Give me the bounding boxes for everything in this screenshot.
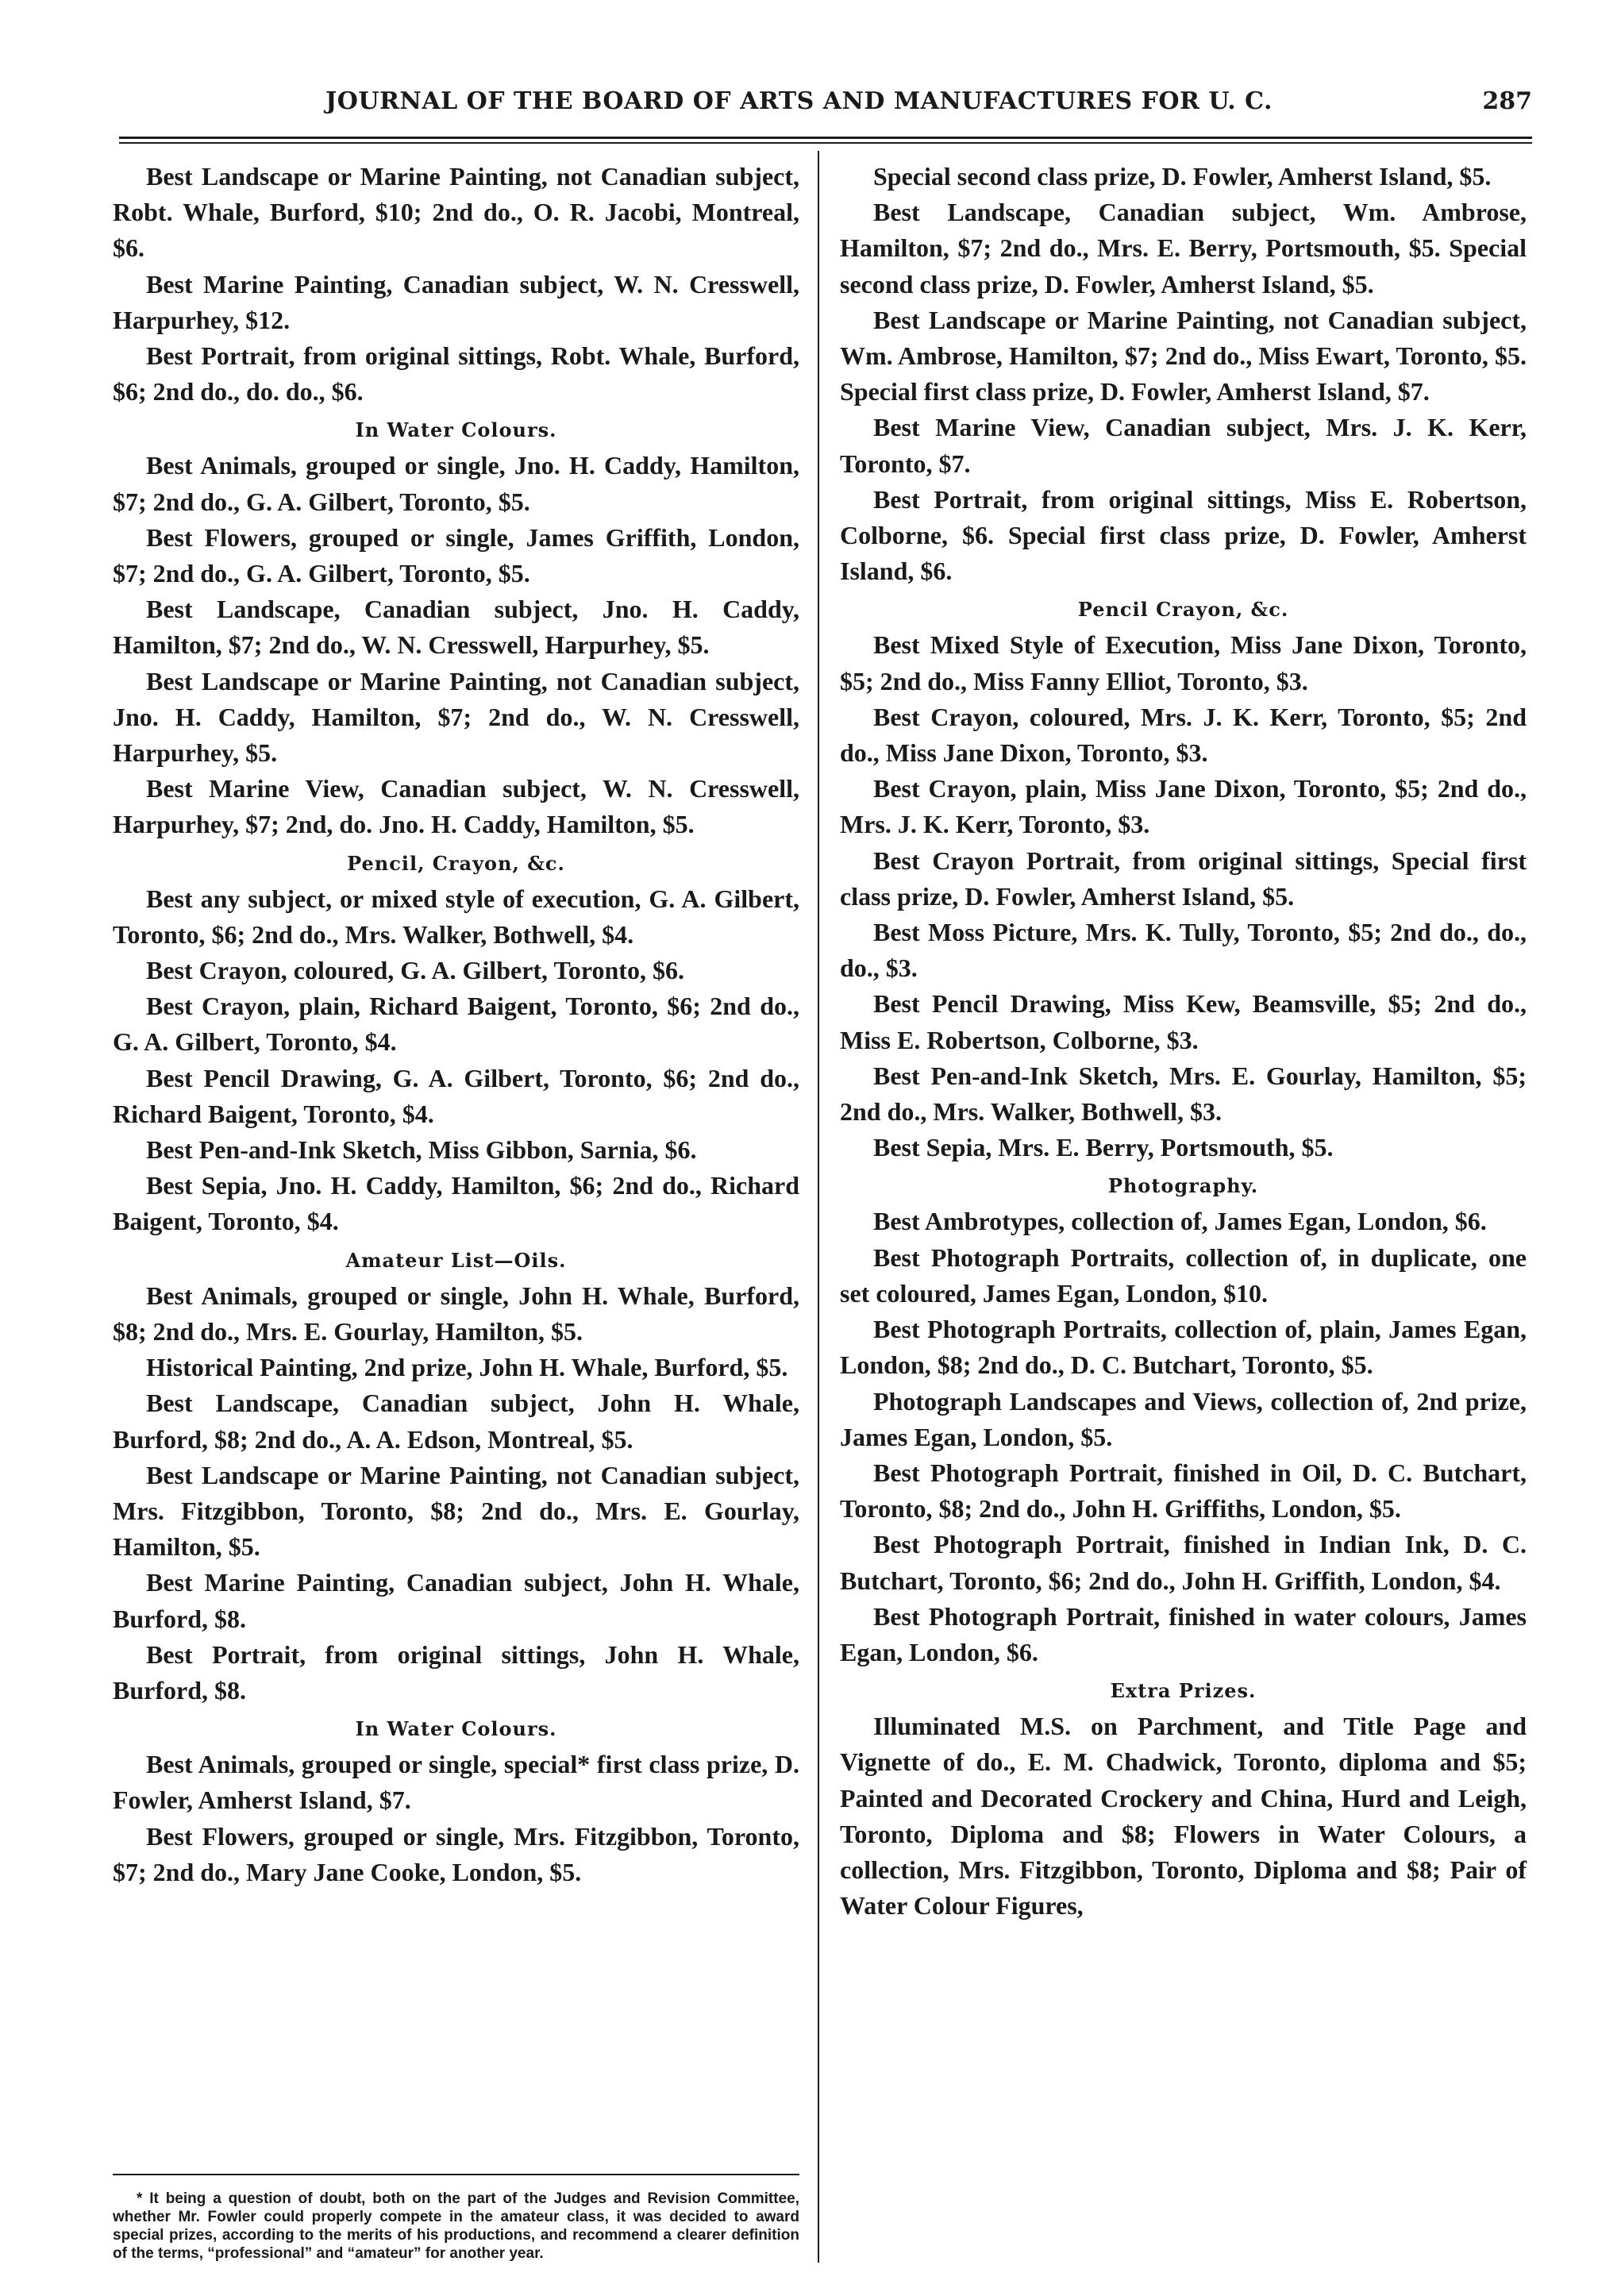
prize-entry: Best Landscape or Marine Painting, not Canadian subject, Wm. Ambrose, Hamilton, $7; 2nd do., Miss Ewart, Toronto, $5. Special first class prize, D. Fowler, Amherst Island, $7. <box>840 305 1527 406</box>
prize-entry: Best Photograph Portraits, collection of, in duplicate, one set coloured, James Egan, London, $10. <box>840 1242 1527 1308</box>
prize-entry: Best Marine Painting, Canadian subject, John H. Whale, Burford, $8. <box>113 1568 799 1633</box>
prize-entry: Best Flowers, grouped or single, Mrs. Fitzgibbon, Toronto, $7; 2nd do., Mary Jane Cooke, London, $5. <box>113 1821 799 1886</box>
section-heading: Extra Prizes. <box>1110 1679 1257 1703</box>
prize-entry: Special second class prize, D. Fowler, Amherst Island, $5. <box>873 162 1492 191</box>
prize-entry: Best Pencil Drawing, Miss Kew, Beamsville, $5; 2nd do., Miss E. Robertson, Colborne, $3. <box>840 989 1527 1054</box>
section-heading: In Water Colours. <box>355 1717 557 1741</box>
prize-entry: Best Crayon, plain, Miss Jane Dixon, Toronto, $5; 2nd do., Mrs. J. K. Kerr, Toronto, $3. <box>840 774 1527 839</box>
right-column <box>840 159 1527 2294</box>
prize-entry: Best Landscape or Marine Painting, not Canadian subject, Robt. Whale, Burford, $10; 2nd do., O. R. Jacobi, Montreal, $6. <box>113 162 799 263</box>
prize-entry: Illuminated M.S. on Parchment, and Title Page and Vignette of do., E. M. Chadwick, Toronto, diploma and $5; Painted and Decorated Crockery and China, Hurd and Leigh, Toronto, Diploma and $8; Flowers in Water Colours, a collection, Mrs. Fitzgibbon, Toronto, Diploma and $8; Pair of Water Colour Figures, <box>840 1712 1527 1920</box>
section-heading: Photography. <box>1107 1174 1259 1198</box>
prize-entry: Best Portrait, from original sittings, Miss E. Robertson, Colborne, $6. Special first class prize, D. Fowler, Amherst Island, $6. <box>840 484 1527 586</box>
left-column <box>113 159 799 2159</box>
running-title: JOURNAL OF THE BOARD OF ARTS AND MANUFACTURES FOR U. C. <box>325 87 1273 115</box>
section-heading: In Water Colours. <box>355 418 557 442</box>
header-rule <box>119 137 1532 139</box>
prize-entry: Best Sepia, Jno. H. Caddy, Hamilton, $6; 2nd do., Richard Baigent, Toronto, $4. <box>113 1171 799 1236</box>
prize-entry: Best Crayon, coloured, Mrs. J. K. Kerr, Toronto, $5; 2nd do., Miss Jane Dixon, Toronto, $3. <box>840 702 1527 768</box>
prize-entry: Best Animals, grouped or single, special* first class prize, D. Fowler, Amherst Island, $7. <box>113 1750 799 1815</box>
section-heading: Pencil Crayon, &c. <box>1077 598 1289 622</box>
prize-entry: Best Marine View, Canadian subject, Mrs. J. K. Kerr, Toronto, $7. <box>840 413 1527 478</box>
footnote-rule <box>113 2174 799 2175</box>
section-heading: Amateur List—Oils. <box>345 1248 567 1272</box>
page-header <box>119 79 1532 127</box>
prize-entry: Best Photograph Portraits, collection of, plain, James Egan, London, $8; 2nd do., D. C. Butchart, Toronto, $5. <box>840 1315 1527 1380</box>
prize-entry: Best Landscape or Marine Painting, not Canadian subject, Mrs. Fitzgibbon, Toronto, $8; 2nd do., Mrs. E. Gourlay, Hamilton, $5. <box>113 1460 799 1562</box>
prize-entry: Best Mixed Style of Execution, Miss Jane Dixon, Toronto, $5; 2nd do., Miss Fanny Elliot, Toronto, $3. <box>840 630 1527 695</box>
prize-entry: Best Ambrotypes, collection of, James Egan, London, $6. <box>873 1207 1487 1236</box>
prize-entry: Best Animals, grouped or single, John H. Whale, Burford, $8; 2nd do., Mrs. E. Gourlay, Hamilton, $5. <box>113 1281 799 1346</box>
prize-entry: Best any subject, or mixed style of execution, G. A. Gilbert, Toronto, $6; 2nd do., Mrs. Walker, Bothwell, $4. <box>113 884 799 949</box>
header-rule-thin <box>119 142 1532 144</box>
prize-entry: Best Marine Painting, Canadian subject, W. N. Cresswell, Harpurhey, $12. <box>113 269 799 334</box>
prize-entry: Best Pen-and-Ink Sketch, Mrs. E. Gourlay, Hamilton, $5; 2nd do., Mrs. Walker, Bothwell, $3. <box>840 1061 1527 1127</box>
prize-entry: Best Crayon, plain, Richard Baigent, Toronto, $6; 2nd do., G. A. Gilbert, Toronto, $4. <box>113 992 799 1057</box>
prize-entry: Best Sepia, Mrs. E. Berry, Portsmouth, $5. <box>873 1133 1334 1162</box>
section-heading: Pencil, Crayon, &c. <box>347 851 565 875</box>
prize-entry: Best Crayon Portrait, from original sittings, Special first class prize, D. Fowler, Amherst Island, $5. <box>840 846 1527 911</box>
prize-entry: Historical Painting, 2nd prize, John H. Whale, Burford, $5. <box>146 1353 788 1382</box>
prize-entry: Best Flowers, grouped or single, James Griffith, London, $7; 2nd do., G. A. Gilbert, Toronto, $5. <box>113 522 799 588</box>
prize-entry: Best Photograph Portrait, finished in Oil, D. C. Butchart, Toronto, $8; 2nd do., John H. Griffiths, London, $5. <box>840 1458 1527 1524</box>
prize-entry: Best Landscape, Canadian subject, John H. Whale, Burford, $8; 2nd do., A. A. Edson, Montreal, $5. <box>113 1389 799 1454</box>
column-divider <box>818 151 819 2263</box>
prize-entry: Best Landscape or Marine Painting, not Canadian subject, Jno. H. Caddy, Hamilton, $7; 2nd do., W. N. Cresswell, Harpurhey, $5. <box>113 666 799 768</box>
prize-entry: Best Portrait, from original sittings, John H. Whale, Burford, $8. <box>113 1639 799 1705</box>
prize-entry: Best Pencil Drawing, G. A. Gilbert, Toronto, $6; 2nd do., Richard Baigent, Toronto, $4. <box>113 1063 799 1128</box>
prize-entry: Best Portrait, from original sittings, Robt. Whale, Burford, $6; 2nd do., do. do., $6. <box>113 341 799 406</box>
prize-entry: Best Landscape, Canadian subject, Wm. Ambrose, Hamilton, $7; 2nd do., Mrs. E. Berry, Portsmouth, $5. Special second class prize, D. Fowler, Amherst Island, $5. <box>840 198 1527 299</box>
prize-entry: Best Photograph Portrait, finished in Indian Ink, D. C. Butchart, Toronto, $6; 2nd do., John H. Griffith, London, $4. <box>840 1530 1527 1595</box>
prize-entry: Best Pen-and-Ink Sketch, Miss Gibbon, Sarnia, $6. <box>146 1135 697 1165</box>
prize-entry: Best Animals, grouped or single, Jno. H. Caddy, Hamilton, $7; 2nd do., G. A. Gilbert, Toronto, $5. <box>113 451 799 516</box>
footnote: * It being a question of doubt, both on the part of the Judges and Revision Committee, whether Mr. Fowler could properly compete in the amateur class, it was decided to award special prizes, according to the merits of his productions, and recommend a clearer definition of the terms, “professional” and “amateur” for another year. <box>113 2190 799 2262</box>
prize-entry: Best Crayon, coloured, G. A. Gilbert, Toronto, $6. <box>146 956 684 985</box>
prize-entry: Best Moss Picture, Mrs. K. Tully, Toronto, $5; 2nd do., do., do., $3. <box>840 918 1527 983</box>
page-number: 287 <box>1482 87 1532 115</box>
prize-entry: Photograph Landscapes and Views, collection of, 2nd prize, James Egan, London, $5. <box>840 1386 1527 1451</box>
prize-entry: Best Landscape, Canadian subject, Jno. H. Caddy, Hamilton, $7; 2nd do., W. N. Cresswell, Harpurhey, $5. <box>113 595 799 660</box>
prize-entry: Best Marine View, Canadian subject, W. N. Cresswell, Harpurhey, $7; 2nd, do. Jno. H. Caddy, Hamilton, $5. <box>113 774 799 839</box>
prize-entry: Best Photograph Portrait, finished in water colours, James Egan, London, $6. <box>840 1601 1527 1666</box>
